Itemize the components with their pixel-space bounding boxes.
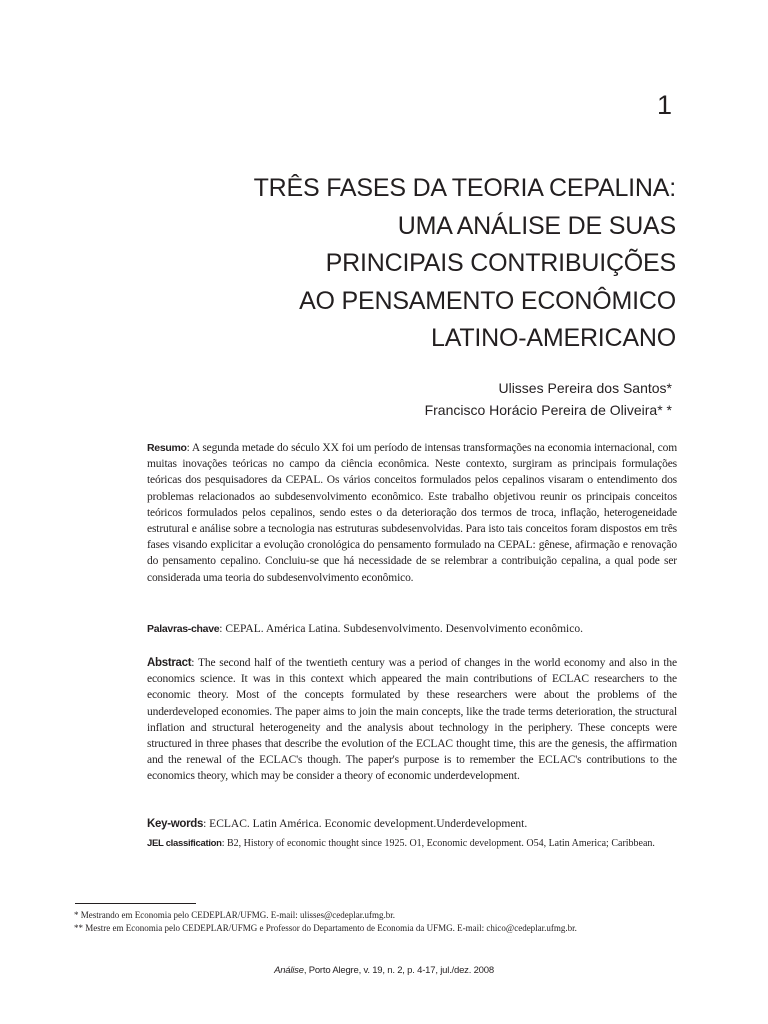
jel-classification-paragraph [147, 836, 677, 851]
authors [425, 377, 672, 421]
title-line: AO PENSAMENTO ECONÔMICO [299, 286, 676, 315]
footnote: ** Mestre em Economia pelo CEDEPLAR/UFMG e Professor do Departamento de Economia da UFMG. E-mail: chico@cedeplar.ufmg.br. [74, 922, 577, 933]
journal-details: , Porto Alegre, v. 19, n. 2, p. 4-17, jul./dez. 2008 [303, 965, 494, 976]
resumo-label: Resumo [147, 442, 187, 454]
palavras-chave-text: : CEPAL. América Latina. Subdesenvolvimento. Desenvolvimento econômico. [219, 623, 583, 635]
author-name: Francisco Horácio Pereira de Oliveira* * [424, 402, 672, 418]
footnote: * Mestrando em Economia pelo CEDEPLAR/UFMG. E-mail: ulisses@cedeplar.ufmg.br. [74, 910, 395, 920]
abstract-label: Abstract [147, 657, 192, 669]
palavras-chave-paragraph [147, 621, 677, 637]
palavras-chave-label: Palavras-chave [147, 623, 220, 635]
abstract-paragraph [147, 655, 677, 785]
resumo-text: : A segunda metade do século XX foi um período de intensas transformações na economia internacional, com muitas inovações teóricas no campo da ciência econômica. Neste contexto, surgiram as principais formulações teóricas dos pesquisadores da CEPAL. Os vários conceitos formulados pelos cepalinos visaram o entendimento dos problemas relacionados ao subdesenvolvimento econômico. Este trabalho objetivou reunir os principais conceitos teóricos formulados pelos cepalinos, sendo estes o da deterioração dos termos de troca, inflação, heterogeneidade estrutural e análise sobre a tecnologia nas estruturas subdesenvolvidas. Para isto tais conceitos foram dispostos em três fases visando explicitar a evolução cronológica do pensamento formulado na CEPAL: gênese, afirmação e renovação do pensamento cepalino. Concluiu-se que há necessidade de se relembrar a contribuição cepalina, a qual pode ser considerada uma teoria do subdesenvolvimento econômico. [147, 442, 677, 584]
journal-name: Análise [274, 965, 304, 976]
title-line: LATINO-AMERICANO [431, 324, 676, 352]
title-line: TRÊS FASES DA TEORIA CEPALINA: [253, 174, 676, 202]
key-words-text: : ECLAC. Latin América. Economic development.Underdevelopment. [203, 818, 528, 830]
jel-text: : B2, History of economic thought since 1925. O1, Economic development. O54, Latin America; Caribbean. [221, 838, 655, 849]
abstract-text: : The second half of the twentieth century was a period of changes in the world economy and also in the economics science. It was in this context which appeared the main contributions of ECLAC researchers to the economic theory. Most of the concepts formulated by these researchers were about the problems of the underdeveloped economies. The paper aims to join the main concepts, like the trade terms deterioration, the structural inflation and structural heterogeneity and the analysis about technology in the periphery. These concepts were structured in three phases that describe the evolution of the ECLAC thought time, this are the genesis, the affirmation and the renewal of the ECLAC's though. The paper's purpose is to remember the ECLAC's contributions to the economics theory, which may be consider a theory of economic underdevelopment. [147, 657, 677, 783]
footnotes [74, 909, 694, 934]
article-title [116, 170, 676, 358]
title-line: PRINCIPAIS CONTRIBUIÇÕES [325, 249, 676, 277]
footnote-divider [75, 903, 196, 904]
author-name: Ulisses Pereira dos Santos* [498, 380, 672, 396]
key-words-paragraph [147, 816, 677, 832]
jel-label: JEL classification [147, 838, 222, 849]
journal-citation-footer [0, 965, 768, 976]
resumo-paragraph [147, 440, 677, 586]
key-words-label: Key-words [147, 818, 204, 830]
page-number: 1 [656, 90, 672, 120]
title-line: UMA ANÁLISE DE SUAS [397, 211, 676, 240]
